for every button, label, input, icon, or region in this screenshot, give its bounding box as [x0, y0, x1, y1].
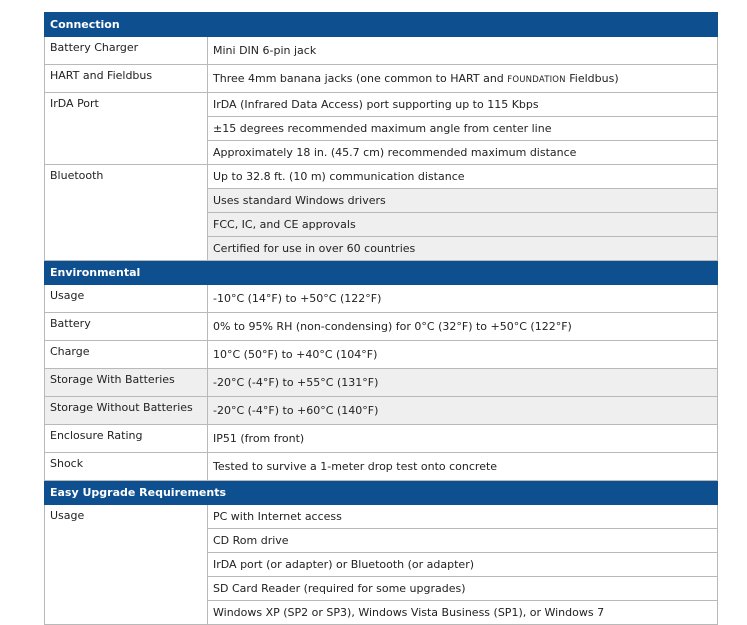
row-value: IP51 (from front)	[208, 425, 718, 453]
row-value	[208, 65, 718, 93]
table-row	[45, 285, 718, 313]
table-row	[45, 369, 718, 397]
row-value: ±15 degrees recommended maximum angle from center line	[208, 117, 718, 141]
row-label: Enclosure Rating	[45, 425, 208, 453]
table-row	[45, 505, 718, 529]
row-value: Approximately 18 in. (45.7 cm) recommended maximum distance	[208, 141, 718, 165]
row-value-tail: Fieldbus)	[565, 72, 619, 85]
table-row	[45, 453, 718, 481]
row-value-text: Three 4mm banana jacks (one common to HART and	[213, 72, 508, 85]
row-label: Shock	[45, 453, 208, 481]
specifications-table	[44, 12, 718, 625]
row-label: HART and Fieldbus	[45, 65, 208, 93]
table-row	[45, 341, 718, 369]
section-header-environmental	[45, 261, 718, 285]
section-header-connection	[45, 13, 718, 37]
section-title: Easy Upgrade Requirements	[45, 481, 718, 505]
row-label: Usage	[45, 505, 208, 625]
row-label: Usage	[45, 285, 208, 313]
row-value: 10°C (50°F) to +40°C (104°F)	[208, 341, 718, 369]
row-value: Up to 32.8 ft. (10 m) communication distance	[208, 165, 718, 189]
row-value: -10°C (14°F) to +50°C (122°F)	[208, 285, 718, 313]
smallcaps-text: FOUNDATION	[507, 75, 566, 85]
row-label: Battery	[45, 313, 208, 341]
row-value: -20°C (-4°F) to +60°C (140°F)	[208, 397, 718, 425]
row-value: IrDA (Infrared Data Access) port supporting up to 115 Kbps	[208, 93, 718, 117]
row-label: Storage Without Batteries	[45, 397, 208, 425]
table-row	[45, 93, 718, 117]
table-row	[45, 165, 718, 189]
table-row	[45, 425, 718, 453]
row-value: Mini DIN 6-pin jack	[208, 37, 718, 65]
table-row	[45, 397, 718, 425]
table-row	[45, 65, 718, 93]
row-label: Battery Charger	[45, 37, 208, 65]
row-value: Tested to survive a 1-meter drop test onto concrete	[208, 453, 718, 481]
row-label: IrDA Port	[45, 93, 208, 165]
row-label: Bluetooth	[45, 165, 208, 261]
table-row	[45, 37, 718, 65]
row-value: PC with Internet access	[208, 505, 718, 529]
row-value: IrDA port (or adapter) or Bluetooth (or adapter)	[208, 553, 718, 577]
section-header-easy-upgrade	[45, 481, 718, 505]
row-value: Windows XP (SP2 or SP3), Windows Vista Business (SP1), or Windows 7	[208, 601, 718, 625]
row-value: Certified for use in over 60 countries	[208, 237, 718, 261]
row-value: 0% to 95% RH (non-condensing) for 0°C (32°F) to +50°C (122°F)	[208, 313, 718, 341]
section-title: Environmental	[45, 261, 718, 285]
table-row	[45, 313, 718, 341]
row-value: Uses standard Windows drivers	[208, 189, 718, 213]
row-label: Storage With Batteries	[45, 369, 208, 397]
row-label: Charge	[45, 341, 208, 369]
section-title: Connection	[45, 13, 718, 37]
row-value: SD Card Reader (required for some upgrades)	[208, 577, 718, 601]
row-value: FCC, IC, and CE approvals	[208, 213, 718, 237]
row-value: CD Rom drive	[208, 529, 718, 553]
row-value: -20°C (-4°F) to +55°C (131°F)	[208, 369, 718, 397]
